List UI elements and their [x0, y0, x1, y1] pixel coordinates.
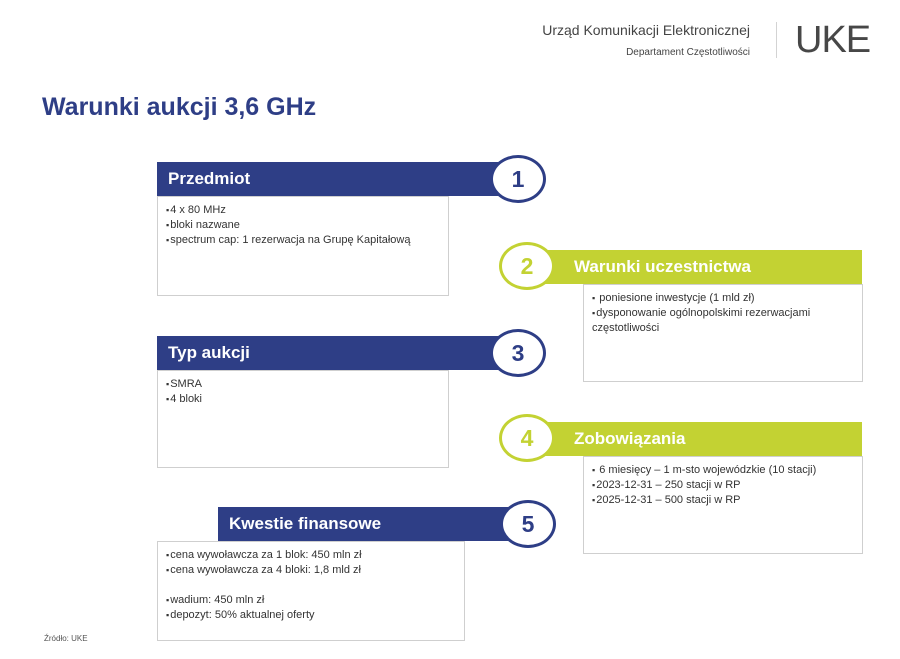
section-5-header: Kwestie finansowe: [218, 507, 518, 541]
uke-logo: UKE: [795, 19, 871, 61]
list-item: ▪ poniesione inwestycje (1 mld zł): [592, 291, 854, 306]
list-item: ▪ 4 x 80 MHz: [166, 203, 440, 218]
section-2-number-badge: 2: [499, 242, 555, 290]
list-item: ▪ 4 bloki: [166, 392, 440, 407]
source-note: Źródło: UKE: [44, 634, 88, 643]
organization-name: Urząd Komunikacji Elektronicznej: [542, 22, 750, 38]
list-item: ▪ dysponowanie ogólnopolskimi rezerwacjami częstotliwości: [592, 306, 854, 336]
list-item: ▪ SMRA: [166, 377, 440, 392]
section-4-content: [583, 456, 863, 554]
list-item: ▪ spectrum cap: 1 rezerwacja na Grupę Kapitałową: [166, 233, 440, 248]
section-3-content: [157, 370, 449, 468]
section-1-content: [157, 196, 449, 296]
section-5-number-badge: 5: [500, 500, 556, 548]
list-item: ▪ wadium: 450 mln zł: [166, 593, 456, 608]
list-item: ▪ cena wywoławcza za 1 blok: 450 mln zł: [166, 548, 456, 563]
list-item: ▪ 6 miesięcy – 1 m-sto wojewódzkie (10 stacji): [592, 463, 854, 478]
list-item: ▪ 2023-12-31 – 250 stacji w RP: [592, 478, 854, 493]
section-4-number-badge: 4: [499, 414, 555, 462]
section-1-header: Przedmiot: [157, 162, 517, 196]
section-5-content: [157, 541, 465, 641]
page-title: Warunki aukcji 3,6 GHz: [42, 93, 317, 121]
section-2-header: Warunki uczestnictwa: [540, 250, 862, 284]
section-3-number-badge: 3: [490, 329, 546, 377]
list-item: ▪ 2025-12-31 – 500 stacji w RP: [592, 493, 854, 508]
list-item: ▪ cena wywoławcza za 4 bloki: 1,8 mld zł: [166, 563, 456, 578]
list-spacer: [166, 578, 456, 593]
list-item: ▪ bloki nazwane: [166, 218, 440, 233]
list-item: ▪ depozyt: 50% aktualnej oferty: [166, 608, 456, 623]
section-4-header: Zobowiązania: [540, 422, 862, 456]
department-name: Departament Częstotliwości: [626, 47, 750, 58]
section-1-number-badge: 1: [490, 155, 546, 203]
section-3-header: Typ aukcji: [157, 336, 517, 370]
header-divider: [776, 22, 777, 58]
section-2-content: [583, 284, 863, 382]
